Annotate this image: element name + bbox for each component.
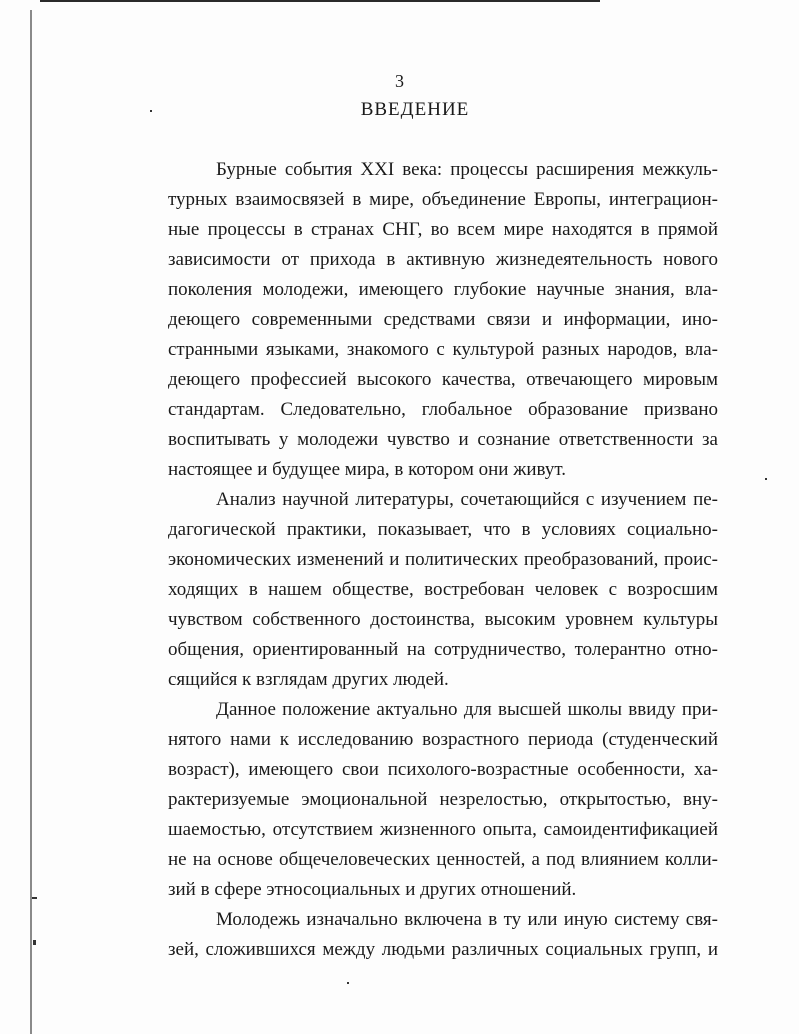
text-line: зий в сфере этносоциальных и других отношений. (168, 879, 577, 900)
paragraph-1 (120, 155, 718, 485)
text-line: рактеризуемые эмоциональной незрелостью, открытостью, вну- (168, 789, 718, 810)
text-line: не на основе общечеловеческих ценностей, а под влиянием колли- (168, 849, 718, 870)
text-line: зависимости от прихода в активную жизнедеятельность нового (168, 249, 718, 270)
text-line: деющего современными средствами связи и информации, ино- (168, 309, 718, 330)
text-line: возраст), имеющего свои психолого-возрастные особенности, ха- (168, 759, 718, 780)
text-line: Молодежь изначально включена в ту или иную систему свя- (216, 909, 718, 930)
text-line: ходящих в нашем обществе, востребован человек с возросшим (168, 579, 718, 600)
text-line: ные процессы в странах СНГ, во всем мире находятся в прямой (168, 219, 718, 240)
body-text (120, 155, 718, 965)
text-line: нятого нами к исследованию возрастного периода (студенческий (168, 729, 718, 750)
text-line: Анализ научной литературы, сочетающийся с изучением пе- (216, 489, 718, 510)
scan-top-edge (40, 0, 600, 2)
text-line: шаемостью, отсутствием жизненного опыта, самоидентификацией (168, 819, 718, 840)
scan-speck (32, 897, 37, 899)
section-title: ВВЕДЕНИЕ (360, 99, 470, 120)
text-line: Данное положение актуально для высшей школы ввиду при- (216, 699, 718, 720)
paragraph-2 (120, 485, 718, 695)
text-line: настоящее и будущее мира, в котором они живут. (168, 459, 566, 480)
text-line: Бурные события XXI века: процессы расширения межкуль- (216, 159, 718, 180)
text-line: поколения молодежи, имеющего глубокие научные знания, вла- (168, 279, 718, 300)
text-line: экономических изменений и политических преобразований, проис- (168, 549, 718, 570)
text-line: общения, ориентированный на сотрудничество, толерантно отно- (168, 639, 718, 660)
text-line: стандартам. Следовательно, глобальное образование призвано (168, 399, 718, 420)
scan-left-edge (30, 10, 32, 1034)
text-line: дагогической практики, показывает, что в условиях социально- (168, 519, 718, 540)
paragraph-4 (120, 905, 718, 965)
paragraph-3 (120, 695, 718, 905)
scan-speck (765, 478, 767, 480)
text-line: странными языками, знакомого с культурой разных народов, вла- (168, 339, 718, 360)
scan-speck (33, 940, 36, 945)
scan-speck (347, 982, 349, 984)
page-number: 3 (395, 71, 404, 91)
text-line: деющего профессией высокого качества, отвечающего мировым (168, 369, 718, 390)
text-line: чувством собственного достоинства, высоким уровнем культуры (168, 609, 718, 630)
text-line: сящийся к взглядам других людей. (168, 669, 449, 690)
text-line: зей, сложившихся между людьми различных социальных групп, и (168, 939, 718, 960)
text-line: турных взаимосвязей в мире, объединение Европы, интеграцион- (168, 189, 718, 210)
text-line: воспитывать у молодежи чувство и сознание ответственности за (168, 429, 718, 450)
